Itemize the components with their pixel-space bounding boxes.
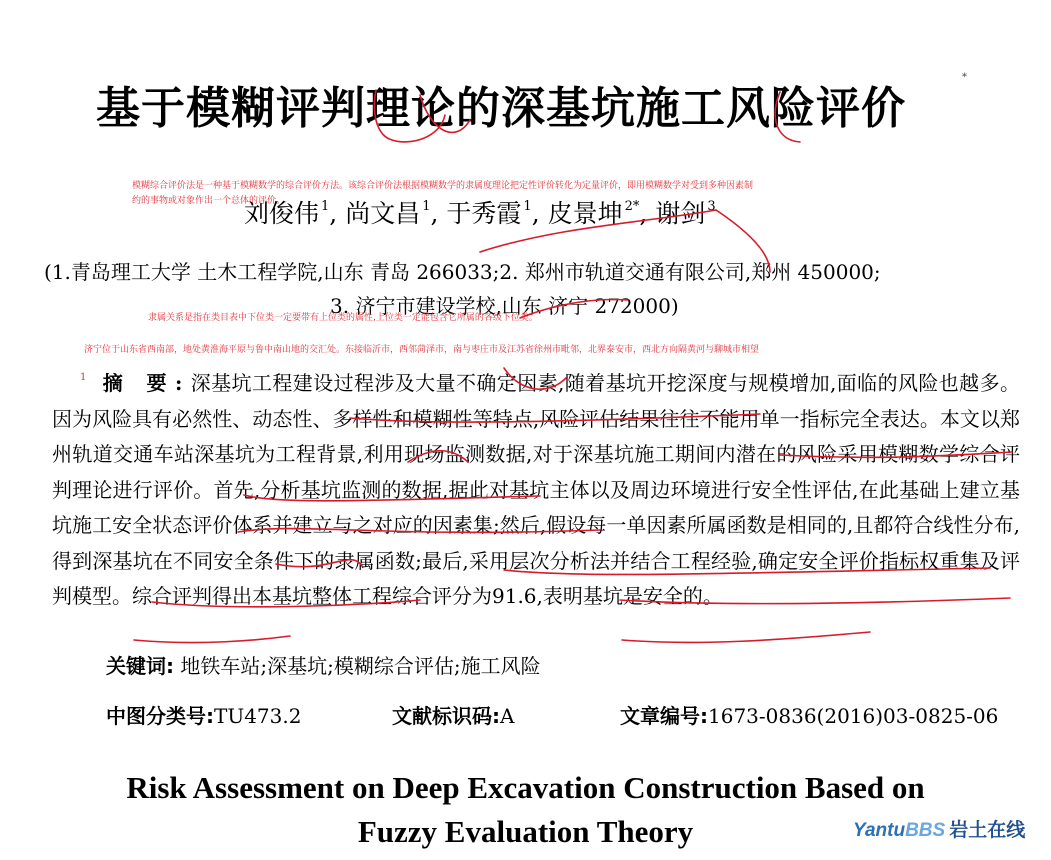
clc-number xyxy=(106,700,301,729)
clc-value: TU473.2 xyxy=(214,704,302,728)
author-affil-sup: 3 xyxy=(707,199,716,214)
article-number-label: 文章编号: xyxy=(620,704,708,728)
yantubbs-logo xyxy=(853,815,1025,842)
keywords-value: 地铁车站;深基坑;模糊综合评估;施工风险 xyxy=(180,654,541,678)
annotation-note-3: 隶属关系是指在类目表中下位类一定要带有上位类的属性,上位类一定能包含它所属的各级下位类。 xyxy=(148,313,538,323)
author-name: 刘俊伟 xyxy=(244,199,320,228)
author-name: 于秀霞 xyxy=(446,199,522,228)
author-name: 谢剑 xyxy=(655,199,706,228)
article-number xyxy=(620,700,998,729)
abstract-text: 深基坑工程建设过程涉及大量不确定因素,随着基坑开挖深度与规模增加,面临的风险也越多。因为风险具有必然性、动态性、多样性和模糊性等特点,风险评估结果往往不能用单一指标完全表达。本文以郑州轨道交通车站深基坑为工程背景,利用现场监测数据,对于深基坑施工期间内潜在的风险采用模糊数学综合评判理论进行评价。首先,分析基坑监测的数据,据此对基坑主体以及周边环境进行安全性评估,在此基础上建立基坑施工安全状态评价体系并建立与之对应的因素集;然后,假设每一单因素所属函数是相同的,且都符合线性分布,得到深基坑在不同安全条件下的隶属函数;最后,采用层次分析法并结合工程经验,确定安全评价指标权重集及评判模型。综合评判得出本基坑整体工程综合评分为91.6,表明基坑是安全的。 xyxy=(52,371,1020,608)
logo-text-bbs: BBS xyxy=(905,820,946,841)
author-affil-sup: 1 xyxy=(523,199,532,214)
logo-text-cn: 岩土在线 xyxy=(949,820,1026,841)
author-affil-sup: 2* xyxy=(624,199,640,214)
annotation-note-2: 约的事物或对象作出一个总体的评价。 xyxy=(132,196,286,206)
affiliation-line-2: 3. 济宁市建设学校,山东 济宁 272000) xyxy=(330,294,679,318)
author-affil-sup: 1 xyxy=(422,199,431,214)
pen-stroke xyxy=(622,632,870,642)
paper-title-cn: 基于模糊评判理论的深基坑施工风险评价 xyxy=(96,83,906,134)
clc-label: 中图分类号: xyxy=(106,704,214,728)
logo-text-yantu: Yantu xyxy=(853,820,906,841)
doc-code-value: A xyxy=(500,704,515,728)
abstract-footnote-mark: 1 xyxy=(80,372,87,383)
author-name: 皮景坤 xyxy=(547,199,623,228)
paper-title-en-line-2: Fuzzy Evaluation Theory xyxy=(357,814,694,849)
affiliation-line-1: (1.青岛理工大学 土木工程学院,山东 青岛 266033;2. 郑州市轨道交通有限公司,郑州 450000; xyxy=(44,260,881,284)
doc-code-label: 文献标识码: xyxy=(392,704,500,728)
author-affil-sup: 1 xyxy=(321,199,330,214)
author-list: 刘俊伟 $^1$, 尚文昌 $^1$, 于秀霞 $^1$, 皮景坤 $^{2*}$, 谢剑 $^3$ xyxy=(244,199,716,228)
keywords-label: 关键词: xyxy=(106,654,174,678)
annotation-note-1: 模糊综合评价法是一种基于模糊数学的综合评价方法。该综合评价法根据模糊数学的隶属度理论把定性评价转化为定量评价，即用模糊数学对受到多种因素制 xyxy=(132,181,754,191)
keywords-line xyxy=(106,650,541,679)
annotation-note-4: 济宁位于山东省西南部，地处黄淮海平原与鲁中南山地的交汇处。东接临沂市，西邻菏泽市，南与枣庄市及江苏省徐州市毗邻，北界泰安市，西北方向隔黄河与聊城市相望 xyxy=(84,345,760,355)
author-name: 尚文昌 xyxy=(345,199,421,228)
article-number-value: 1673-0836(2016)03-0825-06 xyxy=(708,704,999,728)
abstract-block xyxy=(52,360,1020,615)
paper-title-en-line-1: Risk Assessment on Deep Excavation Construction Based on xyxy=(126,770,925,805)
pen-stroke xyxy=(134,636,290,643)
abstract-label: 摘 要: xyxy=(102,371,191,395)
title-footnote-mark: * xyxy=(962,72,967,83)
document-code xyxy=(392,700,514,729)
